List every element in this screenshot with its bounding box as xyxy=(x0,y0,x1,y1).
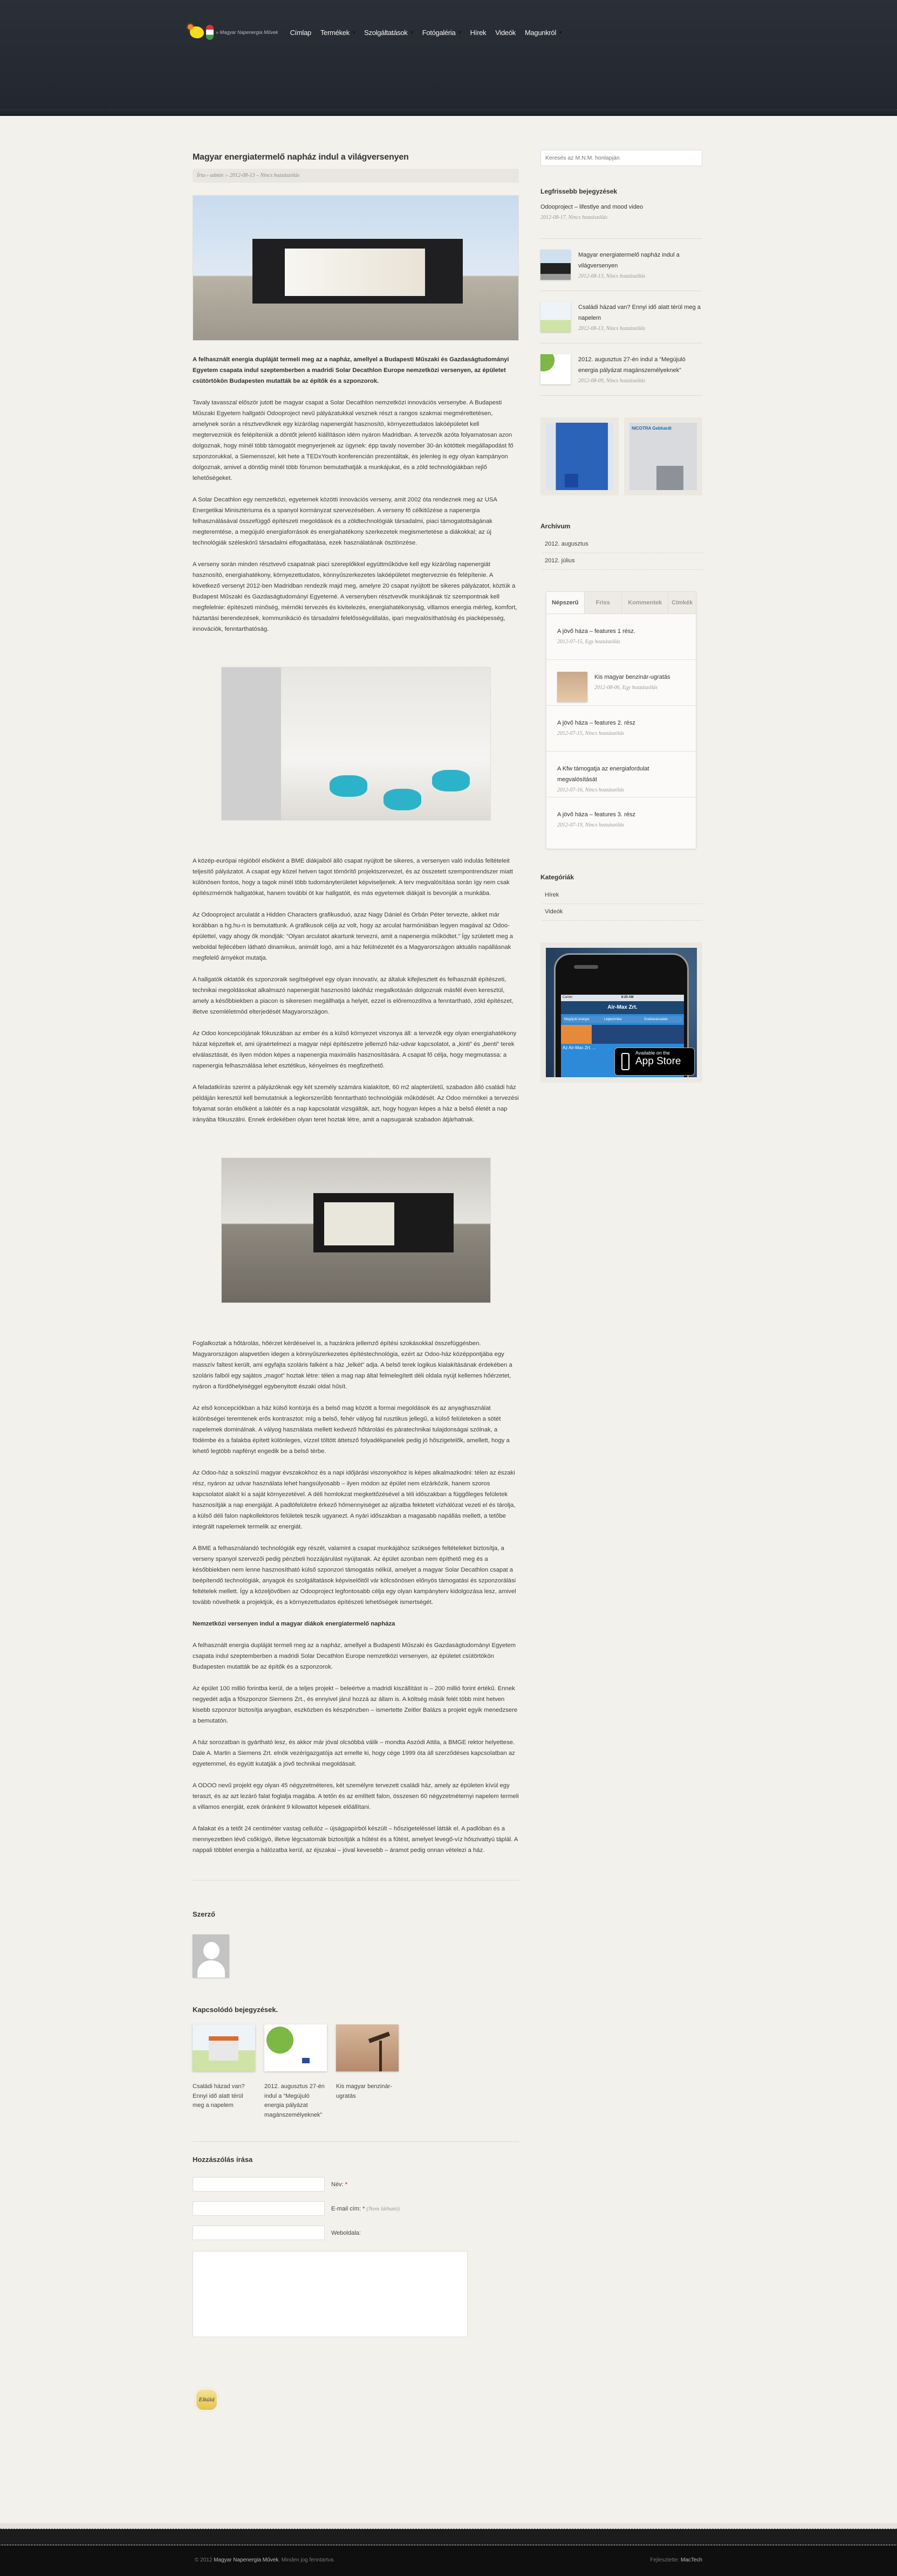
post-meta: 2012-07-15, Nincs hozzászólás xyxy=(557,731,625,736)
paragraph: A verseny során minden résztvevő csapatnak piaci szereplőkkel együttműködve kell egy kizárólag napenergiát hasznosító, energiahatékony, környezettudatos, könnyűszerkezetes lakóépületet megterveznie és felépítenie. A következő versenyt 2012-ben Madridban rendezik majd meg, amelyre 20 csapat nyújtott be sikeres pályázatot, köztük a Budapest Műszaki és Gazdaságtudományi Egyetemé. A versenyben résztvevők munkájának tíz szempontnak kell megfelelnie: építészeti minőség, mérnöki tervezés és kivitelezés, energiahatékonyság, villamos energia mérleg, komfort, háztartási berendezések, kommunikáció és társadalmi felelősségvállalás, ipari megvalósíthatóság és piacképesség, innovációk, fenntarthatóság. xyxy=(193,561,517,632)
paragraph: A közép-európai régióból elsőként a BME diákjaiból álló csapat nyújtott be sikeres, a versenyen való indulás feltételeit teljesítő pályázatot. A csapat egy közel hetven tagot tömörítő projektszervezet, és az összetett szempontrendszer miatt különösen fontos, hogy a tagok minél több tudományterületet képviseljenek. A terv megvalósítása során így nem csak építészmérnök hallgatókat, hanem további öt kar hallgatóit, és más egyetemek diákjait is bevonják a munkába. xyxy=(193,858,513,897)
developer-credit: Fejlesztette: MacTech xyxy=(650,2557,702,2563)
popular-post[interactable] xyxy=(546,660,696,706)
post-title: Magyar energiatermelő napház indul a világversenyen xyxy=(578,252,680,269)
related-post[interactable] xyxy=(193,2024,255,2120)
house-exterior-photo xyxy=(193,195,519,341)
related-heading: Kapcsolódó bejegyzések. xyxy=(193,2006,278,2014)
nav-szolgaltatasok[interactable] xyxy=(364,29,413,37)
app-store-promo[interactable] xyxy=(540,942,702,1083)
footer-company-link[interactable]: Magyar Napenergia Művek xyxy=(214,2557,279,2563)
chevron-down-icon: ▾ xyxy=(458,29,461,35)
paragraph: Foglalkoztak a hőtárolás, hőérzet kérdéseivel is, a hazánkra jellemző építési szokásokkal összefüggésben. Magyarországon alapvetően idegen a könnyűszerkezetes építéstechnológia, ezért az Odoo-ház középpontjába egy masszív faltest került, ami egyfajta szoláris falként a ház „lelkét” adja. A belső terek logikus kialakításának érdekében a szoláris falból egy sajátos „magot” hoztak létre: télen a mag nap által felmelegített déli oldala nyújt kellemes hőérzetet, nyáron a fürdőhelyiséggel egybenyitott északi oldal hűsít. xyxy=(193,1340,512,1390)
recent-heading: Legfrissebb bejegyzések xyxy=(540,188,618,195)
paragraph: A falakat és a tetőt 24 centiméter vastag cellulóz – újságpapírból készült – hőszigeteléssel látták el. A padlóban és a mennyezetben lévő csőkígyó, illetve légcsatornák biztosítják a hűtést és a fűtést, amelyet levegő-víz hőszivattyú táplál. A nappali többlet energia a hálózatba kerül, az éjszakai – jóval kevesebb – áramot pedig onnan vételezi a ház. xyxy=(193,1826,518,1854)
solar-house-diagram-thumb xyxy=(540,302,571,332)
related-posts xyxy=(193,2024,519,2120)
site-header xyxy=(0,0,897,116)
email-input[interactable] xyxy=(193,2201,325,2216)
paragraph: A felhasznált energia dupláját termeli meg az a napház, amellyel a Budapesti Műszaki és Gazdaságtudományi Egyetem csapata indul szeptemberben a madridi Solar Decathlon Europe nemzetközi versenyen, az épületet csütörtökön Budapesten mutatták be az építők és a szponzorok. xyxy=(193,1642,516,1670)
chevron-down-icon: ▾ xyxy=(352,29,355,35)
related-title: Kis magyar benzinár-ugratás xyxy=(336,2083,392,2099)
house-interior-photo xyxy=(221,667,491,821)
ad-banner[interactable] xyxy=(540,417,619,495)
recent-post[interactable] xyxy=(540,195,702,239)
post-title: A jövő háza – features 3. rész xyxy=(557,811,635,818)
related-post[interactable] xyxy=(264,2024,327,2120)
email-label: E-mail cím: * (Nem látható) xyxy=(331,2205,400,2212)
iphone-app-image xyxy=(546,948,697,1077)
name-input[interactable] xyxy=(193,2177,325,2192)
category-link[interactable]: Hírek xyxy=(542,887,702,904)
article xyxy=(193,153,519,2411)
app-segment: Légtechnika xyxy=(604,1018,622,1021)
app-segment: Megújuló energia xyxy=(564,1018,590,1021)
paragraph: A BME a felhasználandó technológiák egy részét, valamint a csapat munkájához szükséges feltételeket biztosítja, a verseny spanyol szervezői pedig pénzbeli hozzájárulást nyújtanak. Az épület azonban nem építhető meg és a későbbiekben nem lenne hasznosítható külső szponzori támogatás nélkül, amelyet a magyar Solar Decathlon csapat a beépítendő technológiák, anyagok és szolgáltatások képviselőitől vár kölcsönösen előnyös támogatási és szponzorálási feltételek mellett. Így a közeljövőben az Odooproject legfontosabb célja egy olyan kampányterv kidolgozása lesz, amivel tovább növelhetik a projektjük, és a környezettudatos építészeti lehetőségek ismertségét. xyxy=(193,1545,516,1606)
post-meta: 2012-08-13, Nincs hozzászólás xyxy=(578,326,646,332)
nav-videok[interactable] xyxy=(495,29,516,37)
ad-brand-text: NICOTRA Gebhardt xyxy=(632,426,672,431)
post-meta: 2012-07-16, Nincs hozzászólás xyxy=(557,787,625,793)
recent-post[interactable] xyxy=(540,343,702,396)
website-label: Weboldala: xyxy=(331,2229,361,2236)
ad-images xyxy=(540,417,702,495)
sun-icon xyxy=(188,24,193,30)
uj-szechenyi-terv-thumb xyxy=(540,354,571,384)
submit-button[interactable]: Elküld xyxy=(195,2388,218,2411)
paragraph: A feladatkiírás szerint a pályázóknak egy két személy számára kialakított, 60 m2 alapterületű, szabadon álló családi ház példáján keresztül kell bemutatniuk a legkorszerűbb fenntartható technológiák működését. Az Odoo mérnökei a tervezési folyamat során elsőként a lakótér és a nap kapcsolatát vizsgálták, azt, hogy hogyan képes a ház a belső életét a nap irányába fókuszálni. Ennek érdekében olyan teret hoztak létre, amit a napsugarak szabadon átjárhatnak. xyxy=(193,1084,519,1123)
comment-form-heading: Hozzászólás írása xyxy=(193,2155,253,2164)
popular-post[interactable] xyxy=(546,797,696,849)
name-label: Név: * xyxy=(331,2181,347,2188)
archive-heading: Archívum xyxy=(540,522,571,530)
archive-link[interactable]: 2012. augusztus xyxy=(542,536,702,553)
hungarian-flag-icon xyxy=(206,25,214,40)
iphone-icon xyxy=(621,1053,629,1070)
nav-label: Szolgáltatások xyxy=(364,28,408,37)
ad-banner[interactable] xyxy=(624,417,702,495)
sidebar xyxy=(540,150,702,1083)
tab-bar xyxy=(546,592,696,614)
post-title: Kis magyar benzinár-ugratás xyxy=(594,674,670,680)
posts-tab-widget xyxy=(546,591,696,849)
popular-post[interactable] xyxy=(546,752,696,797)
paragraph: Az Odooproject arculatát a Hidden Characters grafikusduó, azaz Nagy Dániel és Orbán Péter tervezte, akiket már korábban a hg.hu-n is bemutattunk. A grafikusok célja az volt, hogy az arculat harmóniában legyen magával az Odoo-épülettel, vagy ahogy ők mondják: “Olyan arculatot akartunk tervezni, amit a napenergia működtet.” Így született meg a weboldal fejlécében látható dinamikus, animált logó, ami a ház felülnézetét és a Magyarországon aktuális napállásnak megfelelő árnyékot mutatja. xyxy=(193,912,513,961)
avatar xyxy=(193,1934,229,1978)
site-footer xyxy=(0,2523,897,2576)
paragraph: A hallgatók oktatóik és szponzoraik segítségével egy olyan innovatív, az általuk kifejlesztett és felhasznált építészeti, technikai megoldásokat alkalmazó napenergiát hasznosító lakóház megalkotásán dolgoznak másfél éven keresztül, amely a későbbiekben a piacon is sikeresen megállhatja a helyét, ezzel is előremozdítva a fenntartható, zöld építészet, illetve szemléletmód elterjedését Magyarországon. xyxy=(193,976,513,1015)
badge-small-text: Available on the xyxy=(635,1050,670,1056)
nav-termekek[interactable] xyxy=(320,29,355,37)
post-meta: 2012-08-06, Egy hozzászólás xyxy=(594,685,658,691)
paragraph: A ODOO nevű projekt egy olyan 45 négyzetméteres, két személyre tervezett családi ház, amely az épületen kívül egy teraszt, és az azt lezáró falat foglalja magába. A tetőn és az említett falon, összesen 60 négyzetméternyi napelem termeli a villamos energiát, ezek óránként 9 kilowattot képesek előállítani. xyxy=(193,1782,519,1810)
post-meta: 2012-07-15, Egy hozzászólás xyxy=(557,639,620,645)
paragraph: A ház sorozatban is gyártható lesz, és akkor már jóval olcsóbbá válik – mondta Aszódi Attila, a BMGE rektor helyettese. Dale A. Martin a Siemens Zrt. elnök vezérigazgatója azt emelte ki, hogy cége 1999 óta áll szerződéses kapcsolatban az egyetemmel, és együtt kutatják a jövő technikai megoldásait. xyxy=(193,1739,515,1767)
fan-exhibit-image xyxy=(546,423,613,490)
nav-fotogaleria[interactable] xyxy=(422,29,461,37)
related-title: 2012. augusztus 27-én indul a “Megújuló energia pályázat magánszemélyeknek” xyxy=(264,2083,325,2118)
recent-post[interactable] xyxy=(540,239,702,291)
tab-nepszeru[interactable]: Népszerű xyxy=(546,592,584,614)
site-logo[interactable] xyxy=(190,25,278,40)
related-title: Családi házad van? Ennyi idő alatt térül meg a napelem xyxy=(193,2083,245,2109)
search-input[interactable] xyxy=(540,150,702,166)
paragraph: A Solar Decathlon egy nemzetközi, egyetemek közötti innovációs verseny, amit 2002 óta rendeznek meg az USA Energetikai Minisztériuma és a spanyol kormányzat szervezésében. A verseny fő célkitűzése a napenergia felhasználásával összefüggő építészeti megoldások és a zöldtechnológiák társadalmi, piaci támogatottságának megteremtése, a megújuló energiaforrások és energiahatékony szerkezetek megismertetése a diákokkal; az új technológiák széleskörű társadalmi elfogadtatása, ezek használatának ösztönzése. xyxy=(193,497,497,546)
tab-kommentek[interactable]: Kommentek xyxy=(621,592,668,614)
nav-magunkrol[interactable] xyxy=(525,29,562,37)
post-meta: 2012-08-13, Nincs hozzászólás xyxy=(578,273,646,279)
lead-paragraph: A felhasznált energia dupláját termeli meg az a napház, amellyel a Budapesti Műszaki és Gazdaságtudományi Egyetem csapata indul szeptemberben a madridi Solar Decathlon Europe nemzetközi versenyen, az épületet csütörtökön Budapesten mutatták be az építők és a szponzorok. xyxy=(193,356,509,384)
main-nav xyxy=(290,29,571,37)
comment-textarea[interactable] xyxy=(193,2251,468,2337)
category-link[interactable]: Videók xyxy=(542,904,702,921)
paragraph: Az Odoo-ház a sokszínű magyar évszakokhoz és a napi időjárási viszonyokhoz is képes alkalmazkodni: télen az északi rész, nyáron az udvar használata lehet hangsúlyosabb – ilyen módon az épület nem elzárkózik, hanem szoros kapcsolatot alakít ki a saját környezetével. A déli homlokzat megkettőzésével a téli időszakban a függőleges felületek hasznosítják a nap energiáját. A padlófelületre érkező hőmennyiséget az aljzatba fektetett vízhálózat vezeti el és tárolja, a külső déli falon napkollektoros felületek teszik ugyanezt. A nyári időszakban a magasabb napállás mellett, a tetőbe integrált napelemek termelik az energiát. xyxy=(193,1470,516,1530)
badge-big-text: App Store xyxy=(635,1056,681,1067)
subheading: Nemzetközi versenyen indul a magyar diákok energiatermelő napháza xyxy=(193,1621,395,1627)
paragraph: Az épület 100 millió forintba kerül, de a teljes projekt – beleértve a madridi kiszállítást is – 200 millió forint értékű. Ennek negyedét adja a főszponzor Siemens Zrt., és ennyivel járul hozzá az állam is. A költség másik felét több mint hetven kisebb szponzor biztosítja anyagban, eszközben és készpénzben – ismertette Zeitler Balázs a projekt egyik menedzsere a bemutatón. xyxy=(193,1685,518,1724)
uj-szechenyi-terv-thumb xyxy=(264,2024,327,2071)
site-name: » Magyar Napenergia Művek xyxy=(216,30,278,35)
nav-label: Címlap xyxy=(290,28,311,37)
archive-list xyxy=(542,536,702,570)
app-store-badge[interactable] xyxy=(614,1048,695,1076)
post-title: 2012. augusztus 27-én indul a “Megújuló energia pályázat magánszemélyeknek” xyxy=(578,356,686,374)
post-meta: 2012-07-19, Nincs hozzászólás xyxy=(557,822,625,828)
related-post[interactable] xyxy=(336,2024,399,2120)
post-title: Családi házad van? Ennyi idő alatt térül meg a napelem xyxy=(578,304,701,321)
nav-cimlap[interactable] xyxy=(290,29,311,37)
status-carrier: Carrier xyxy=(563,996,573,999)
post-meta: Írta›› admin ›› 2012-08-13 – Nincs hozzászólás xyxy=(193,169,519,183)
nav-label: Fotógaléria xyxy=(422,28,456,37)
recent-post[interactable] xyxy=(540,291,702,343)
app-title: Air-Max Zrt. xyxy=(561,1001,684,1014)
website-input[interactable] xyxy=(193,2226,325,2240)
post-title: Odooproject – lifestlye and mood video xyxy=(540,204,643,210)
tab-cimkek[interactable]: Címkék xyxy=(668,592,696,614)
page-title: Magyar energiatermelő napház indul a világversenyen xyxy=(193,153,409,162)
divider xyxy=(193,2141,519,2142)
house-terrace-photo xyxy=(221,1158,491,1303)
author-heading: Szerző xyxy=(193,1910,215,1918)
nav-hirek[interactable] xyxy=(470,29,487,37)
archive-link[interactable]: 2012. július xyxy=(542,553,702,570)
nicotra-gebhardt-image xyxy=(629,423,697,490)
solar-house-diagram-thumb xyxy=(193,2024,255,2071)
article-body xyxy=(193,354,519,1856)
status-time: 8:25 AM xyxy=(621,996,634,999)
paragraph: Tavaly tavasszal először jutott be magyar csapat a Solar Decathlon nemzetközi innovációs versenybe. A Budapesti Műszaki Egyetem hallgatói Odooproject nevű pályázatukkal vesznek részt a rangos szakmai megmérettetésen, amelynek során a résztvevőknek egy kizárólag napenergiát hasznosító, környezettudatos lakóépületet kell megtervezniük és felépíteniük a döntőt jelentő kiállításon idém nyáron Madridban. A tervezők azóta folyamatosan azon dolgoznak, hogy minél több támogatót megnyerjenek az ügynek: épp tavaly november 30-án kötöttek megállapodást fő szponzorukkal, a Siemensszel, két hete a TEDxYouth konferencián prezentáltak, és jelenleg is egy olyan kampányon dolgoznak, amivel a döntőig minél több fórumon bemutathatják a munkájukat, és a zöld technológiákban rejlő lehetőségeket. xyxy=(193,400,513,481)
hungary-map-icon xyxy=(190,26,204,38)
developer-link[interactable]: MacTech xyxy=(680,2557,702,2563)
oil-pump-thumb xyxy=(336,2024,399,2071)
app-body-text: Az Air-Max Zrt. ... xyxy=(563,1045,596,1050)
oil-pump-thumb xyxy=(557,672,587,702)
post-meta: 2012-08-09, Nincs hozzászólás xyxy=(578,378,646,384)
chevron-down-icon: ▾ xyxy=(410,29,413,35)
popular-post[interactable] xyxy=(546,706,696,752)
categories-heading: Kategóriák xyxy=(540,873,574,881)
nav-label: Videók xyxy=(495,28,516,37)
tab-friss[interactable]: Friss xyxy=(584,592,622,614)
app-segment: Szaktanácsadás xyxy=(644,1018,668,1021)
chevron-down-icon: ▾ xyxy=(559,29,562,35)
nav-label: Magunkról xyxy=(524,28,556,37)
header-row xyxy=(190,25,571,40)
house-thumb xyxy=(540,250,571,280)
paragraph: Az Odoo koncepciójának fókuszában az ember és a külső környezet viszonya áll: a tervezők egy olyan energiahatékony házat képzeltek el, ami újraértelmezi a magyar népi építészetre jellemző ház-udvar kapcsolatot, a „kinti” és „benti” terek elválasztását, és ilyen módon képes a napenergia maximális hasznosítására. A csapat fő célja, hogy megmutassa: a napenergia felhasználása lehet esztétikus, kényelmes és megfizethető. xyxy=(193,1030,517,1069)
post-meta: 2012-08-17, Nincs hozzászólás xyxy=(540,215,608,221)
divider xyxy=(193,1880,519,1881)
post-title: A jövő háza – features 2. rész xyxy=(557,720,635,726)
nav-label: Hírek xyxy=(470,28,487,37)
paragraph: Az első koncepciókban a ház külső kontúrja és a belső mag között a formai megoldások és az anyaghasználat különbségei teremtenek erős kontrasztot: míg a belső, fehér vályog fal rusztikus jellegű, a külső felületeken a sötét napelemek dominálnak. A vályog használata mellett kedvező hőtárolási és páratechnikai tulajdonságai szólnak, a födémbe és a falakba épített különleges, vízzel töltött áttetsző folyadékpanelek pedig jó hőszigetelők, amellett, hogy a lehető legtöbb napfényt engedik be a belső térbe. xyxy=(193,1405,510,1455)
copyright: © 2012 Magyar Napenergia Művek. Minden jog fenntartva. xyxy=(195,2557,335,2563)
categories-list xyxy=(542,887,702,921)
post-title: A jövő háza – features 1 rész. xyxy=(557,628,635,635)
nav-label: Termékek xyxy=(320,28,350,37)
popular-post[interactable] xyxy=(546,614,696,660)
post-title: A Kfw támogatja az energiafordulat megvalósítását xyxy=(557,766,649,783)
